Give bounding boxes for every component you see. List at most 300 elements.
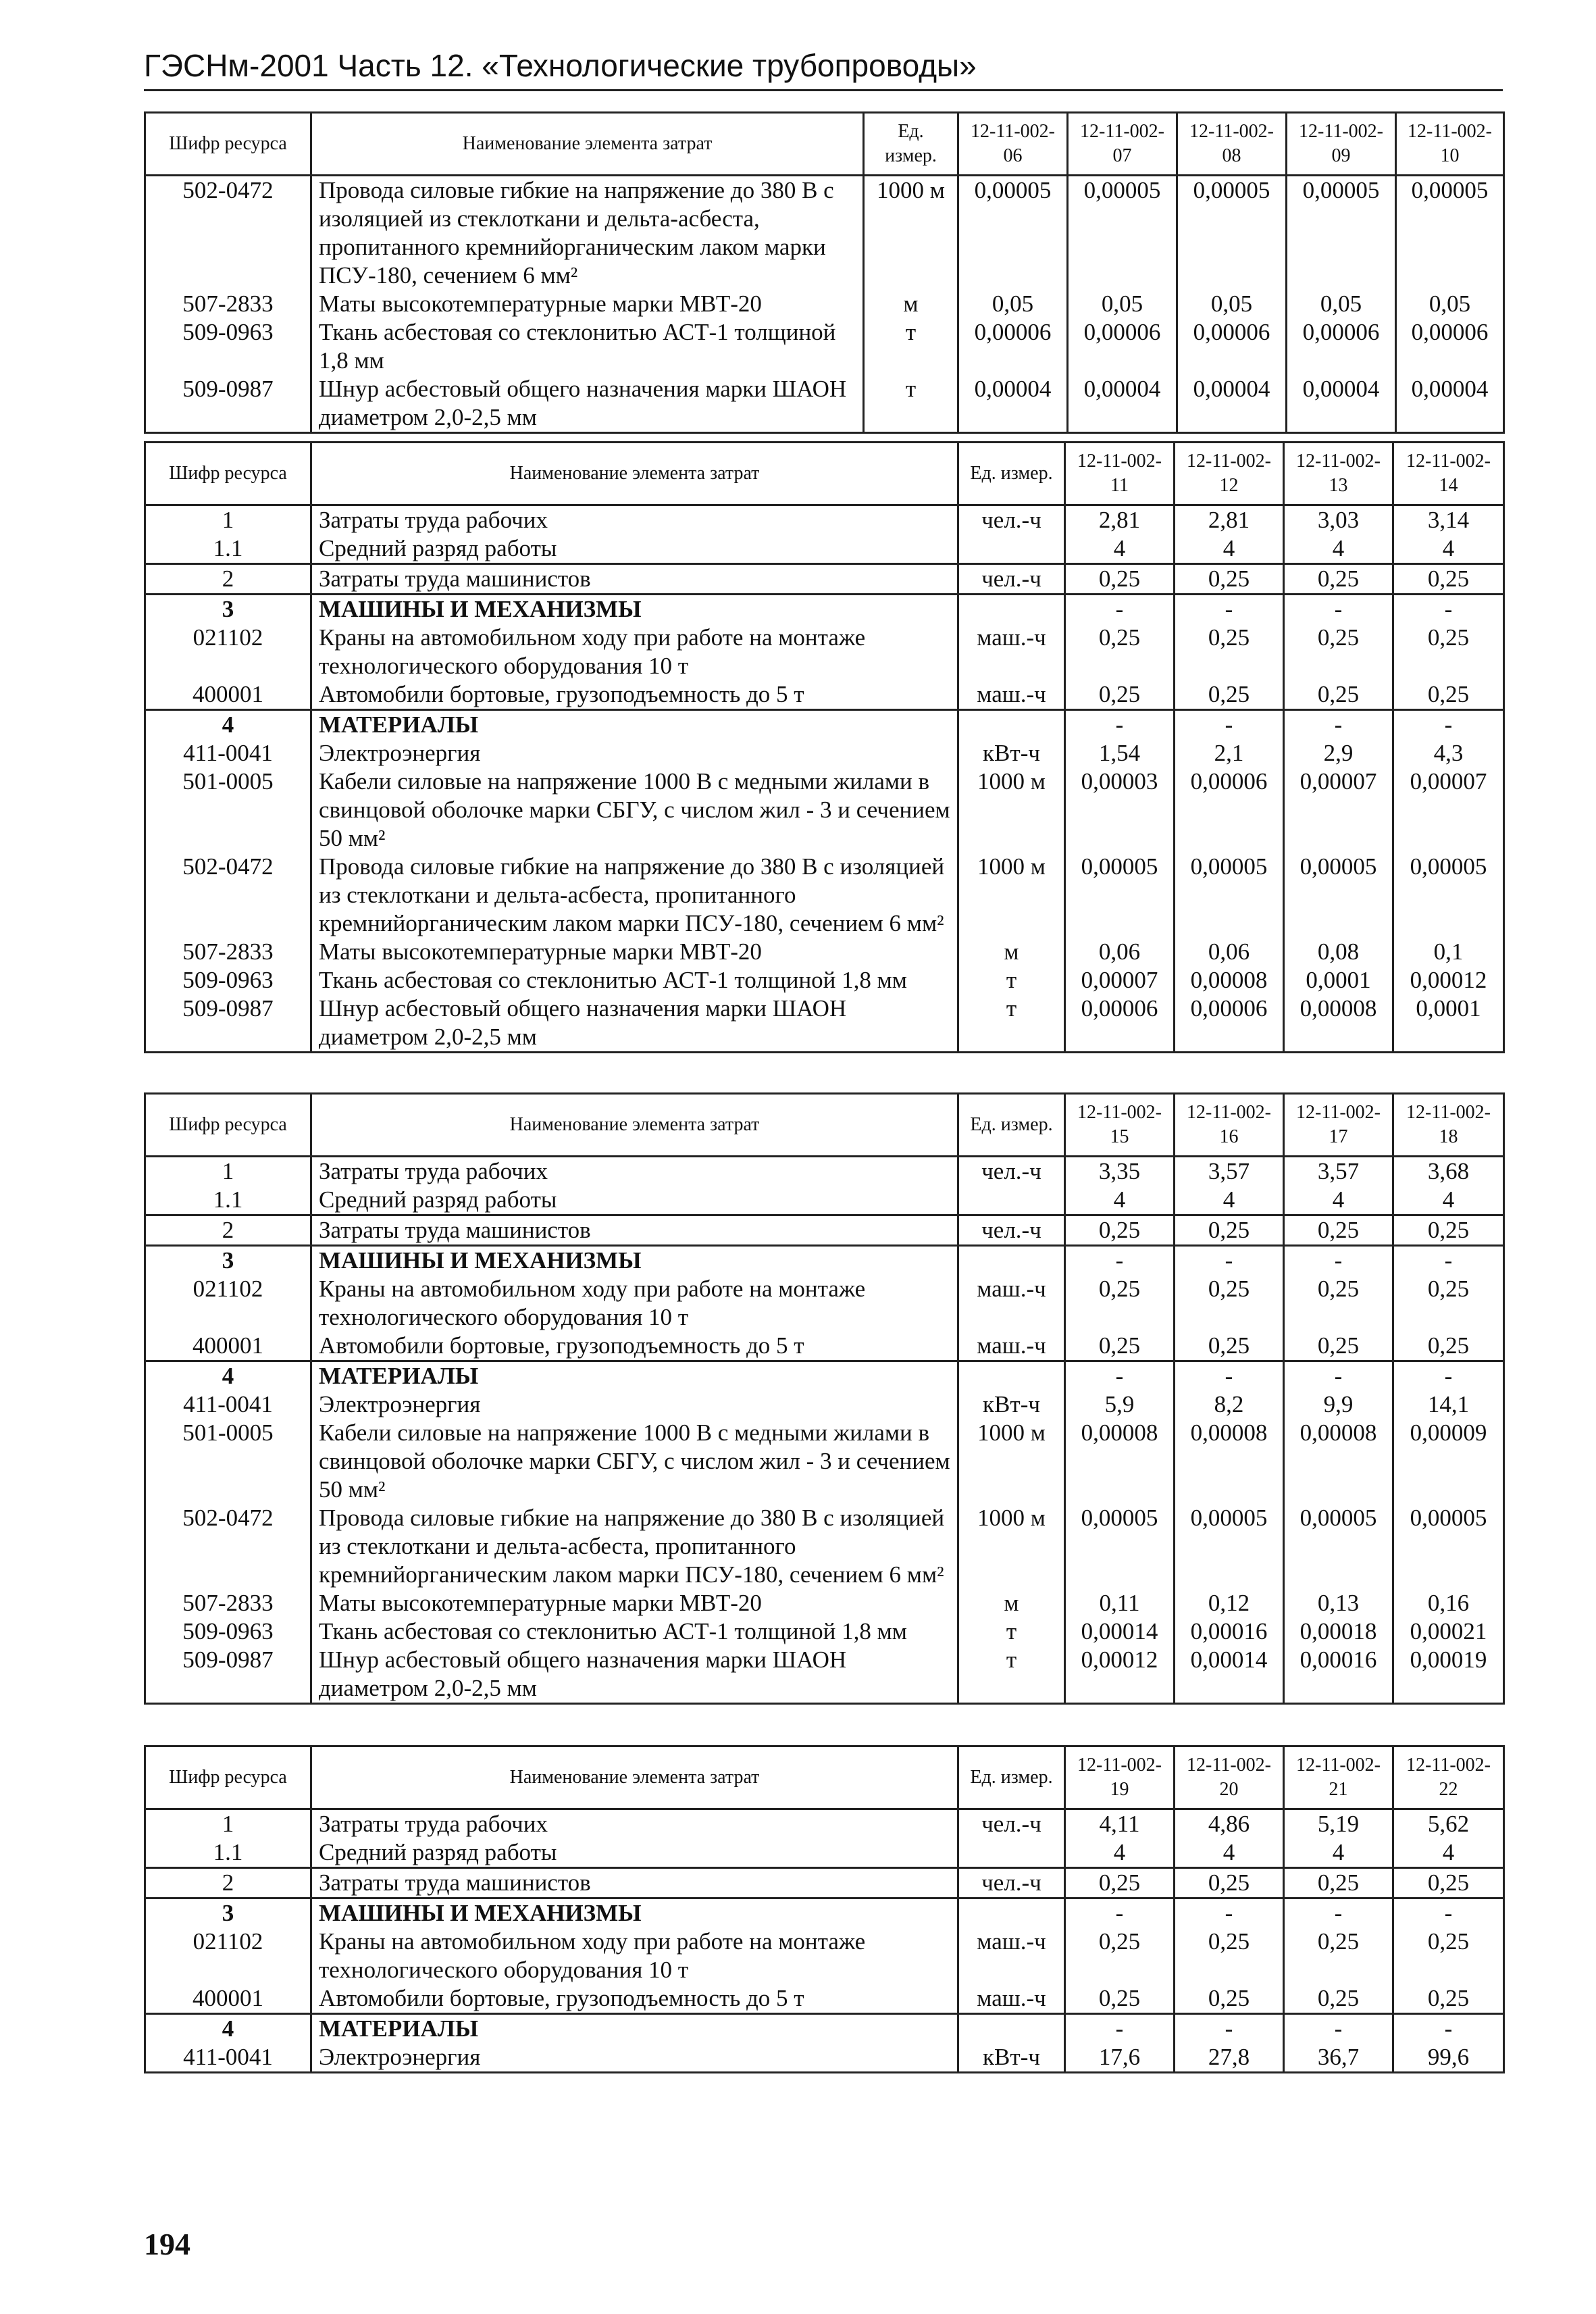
unit-cell: т <box>864 318 958 375</box>
value-cell: 0,00014 <box>1065 1617 1175 1646</box>
header-code: Шифр ресурса <box>145 443 311 505</box>
table-row <box>145 1215 1504 1246</box>
resource-name-cell: Ткань асбестовая со стеклонитью АСТ-1 толщиной 1,8 мм <box>311 966 958 995</box>
value-cell: 5,9 <box>1065 1390 1175 1419</box>
resource-code-cell: 2 <box>145 1868 311 1898</box>
table-row <box>145 1868 1504 1898</box>
resource-name-cell: Средний разряд работы <box>311 534 958 564</box>
header-name: Наименование элемента затрат <box>311 1746 958 1809</box>
table-row <box>145 1589 1504 1617</box>
value-cell: 0,25 <box>1393 624 1504 680</box>
resource-name-cell: Средний разряд работы <box>311 1838 958 1868</box>
table-row <box>145 2043 1504 2073</box>
value-cell: 0,25 <box>1065 1868 1175 1898</box>
value-cell: 8,2 <box>1175 1390 1284 1419</box>
header-col: 12-11-002-18 <box>1393 1094 1504 1157</box>
value-cell: 3,68 <box>1393 1157 1504 1186</box>
header-col: 12-11-002-19 <box>1065 1746 1175 1809</box>
unit-cell: т <box>958 1646 1065 1704</box>
table-row <box>145 318 1504 375</box>
resource-code-cell: 021102 <box>145 624 311 680</box>
unit-cell <box>958 1246 1065 1276</box>
value-cell: 0,00014 <box>1175 1646 1284 1704</box>
resource-name-cell: Краны на автомобильном ходу при работе на монтаже технологического оборудования 10 т <box>311 624 958 680</box>
resource-code-cell: 502-0472 <box>145 1504 311 1589</box>
unit-cell: т <box>958 995 1065 1053</box>
value-cell: 0,00006 <box>1175 995 1284 1053</box>
value-cell: 0,25 <box>1284 1868 1393 1898</box>
value-cell: 0,25 <box>1065 1928 1175 1984</box>
value-cell: 0,00016 <box>1284 1646 1393 1704</box>
resource-name-cell: Маты высокотемпературные марки МВТ-20 <box>311 938 958 966</box>
header-col: 12-11-002-06 <box>958 113 1068 176</box>
header-name: Наименование элемента затрат <box>311 443 958 505</box>
value-cell: 0,00005 <box>1287 176 1396 291</box>
unit-cell: маш.-ч <box>958 1275 1065 1332</box>
header-col: 12-11-002-17 <box>1284 1094 1393 1157</box>
table-row <box>145 1390 1504 1419</box>
resource-code-cell: 1 <box>145 1809 311 1839</box>
table-row <box>145 505 1504 535</box>
value-cell: 0,25 <box>1393 1984 1504 2014</box>
table-row <box>145 938 1504 966</box>
resource-code-cell: 400001 <box>145 680 311 710</box>
unit-cell: кВт-ч <box>958 739 1065 768</box>
header-col: 12-11-002-09 <box>1287 113 1396 176</box>
unit-cell: чел.-ч <box>958 1868 1065 1898</box>
value-cell: 0,06 <box>1175 938 1284 966</box>
value-cell: 0,00006 <box>1177 318 1287 375</box>
resource-code-cell: 509-0963 <box>145 1617 311 1646</box>
resource-code-cell: 509-0987 <box>145 1646 311 1704</box>
value-cell: 0,25 <box>1065 1215 1175 1246</box>
unit-cell: 1000 м <box>864 176 958 291</box>
value-cell: 0,00004 <box>1287 375 1396 433</box>
unit-cell: м <box>958 938 1065 966</box>
header-code: Шифр ресурса <box>145 113 311 176</box>
value-cell: 0,25 <box>1284 624 1393 680</box>
value-cell: 0,05 <box>958 290 1068 318</box>
value-cell: - <box>1393 595 1504 624</box>
unit-cell: чел.-ч <box>958 1215 1065 1246</box>
table-row <box>145 1838 1504 1868</box>
resource-name-cell: Провода силовые гибкие на напряжение до 380 В с изоляцией из стеклоткани и дельта-асбеста, пропитанного кремнийорганическим лаком марки ПСУ-180, сечением 6 мм² <box>311 1504 958 1589</box>
value-cell: 3,57 <box>1284 1157 1393 1186</box>
value-cell: 0,25 <box>1065 1332 1175 1361</box>
resource-table-4 <box>144 1745 1505 2073</box>
header-code: Шифр ресурса <box>145 1094 311 1157</box>
value-cell: - <box>1284 1898 1393 1928</box>
resource-name-cell: Шнур асбестовый общего назначения марки ШАОН диаметром 2,0-2,5 мм <box>311 1646 958 1704</box>
value-cell: - <box>1175 595 1284 624</box>
value-cell: 0,05 <box>1068 290 1177 318</box>
table-row <box>145 1984 1504 2014</box>
value-cell: 0,00004 <box>958 375 1068 433</box>
value-cell: 0,25 <box>1393 1215 1504 1246</box>
value-cell: 0,25 <box>1284 680 1393 710</box>
value-cell: 0,25 <box>1175 1275 1284 1332</box>
resource-table-1 <box>144 111 1505 434</box>
resource-code-cell: 1.1 <box>145 534 311 564</box>
table-row <box>145 1809 1504 1839</box>
table-header-row <box>145 1094 1504 1157</box>
resource-code-cell: 1 <box>145 505 311 535</box>
resource-name-cell: Автомобили бортовые, грузоподъемность до 5 т <box>311 680 958 710</box>
value-cell: 0,25 <box>1284 1215 1393 1246</box>
table-row <box>145 1186 1504 1215</box>
value-cell: 4 <box>1175 534 1284 564</box>
value-cell: 0,05 <box>1177 290 1287 318</box>
value-cell: 4 <box>1393 1838 1504 1868</box>
header-col: 12-11-002-10 <box>1396 113 1504 176</box>
resource-code-cell: 1 <box>145 1157 311 1186</box>
value-cell: 0,08 <box>1284 938 1393 966</box>
unit-cell <box>958 2014 1065 2044</box>
value-cell: - <box>1065 1361 1175 1391</box>
value-cell: 4,11 <box>1065 1809 1175 1839</box>
value-cell: 0,25 <box>1284 1332 1393 1361</box>
table-row <box>145 853 1504 938</box>
resource-name-cell: МАШИНЫ И МЕХАНИЗМЫ <box>311 1246 958 1276</box>
value-cell: 0,00005 <box>1177 176 1287 291</box>
table-header-row <box>145 113 1504 176</box>
table-row <box>145 564 1504 595</box>
value-cell: 0,25 <box>1065 564 1175 595</box>
unit-cell: м <box>958 1589 1065 1617</box>
table-row <box>145 995 1504 1053</box>
value-cell: - <box>1284 2014 1393 2044</box>
value-cell: 4 <box>1284 534 1393 564</box>
value-cell: 99,6 <box>1393 2043 1504 2073</box>
header-col: 12-11-002-15 <box>1065 1094 1175 1157</box>
unit-cell: 1000 м <box>958 1419 1065 1504</box>
value-cell: - <box>1393 1246 1504 1276</box>
resource-code-cell: 4 <box>145 1361 311 1391</box>
value-cell: 4 <box>1175 1186 1284 1215</box>
value-cell: 5,19 <box>1284 1809 1393 1839</box>
unit-cell: 1000 м <box>958 768 1065 853</box>
unit-cell <box>958 1838 1065 1868</box>
resource-name-cell: Затраты труда рабочих <box>311 1157 958 1186</box>
resource-code-cell: 411-0041 <box>145 1390 311 1419</box>
header-col: 12-11-002-07 <box>1068 113 1177 176</box>
value-cell: 14,1 <box>1393 1390 1504 1419</box>
value-cell: 0,25 <box>1393 564 1504 595</box>
value-cell: 0,25 <box>1284 564 1393 595</box>
header-col: 12-11-002-08 <box>1177 113 1287 176</box>
value-cell: 0,0001 <box>1393 995 1504 1053</box>
value-cell: 0,00005 <box>1396 176 1504 291</box>
value-cell: 17,6 <box>1065 2043 1175 2073</box>
header-col: 12-11-002-22 <box>1393 1746 1504 1809</box>
value-cell: 0,00012 <box>1393 966 1504 995</box>
value-cell: 0,00006 <box>1065 995 1175 1053</box>
resource-code-cell: 509-0963 <box>145 966 311 995</box>
resource-code-cell: 2 <box>145 564 311 595</box>
value-cell: - <box>1175 1246 1284 1276</box>
value-cell: 4 <box>1393 1186 1504 1215</box>
resource-code-cell: 507-2833 <box>145 938 311 966</box>
value-cell: 1,54 <box>1065 739 1175 768</box>
value-cell: 0,00005 <box>1065 1504 1175 1589</box>
value-cell: 0,25 <box>1175 624 1284 680</box>
value-cell: 0,00007 <box>1284 768 1393 853</box>
value-cell: 0,25 <box>1284 1928 1393 1984</box>
resource-code-cell: 501-0005 <box>145 1419 311 1504</box>
header-col: 12-11-002-21 <box>1284 1746 1393 1809</box>
resource-code-cell: 507-2833 <box>145 1589 311 1617</box>
resource-name-cell: Затраты труда машинистов <box>311 564 958 595</box>
table-header-row <box>145 1746 1504 1809</box>
unit-cell: 1000 м <box>958 853 1065 938</box>
value-cell: 0,25 <box>1393 1868 1504 1898</box>
unit-cell: маш.-ч <box>958 1332 1065 1361</box>
header-col: 12-11-002-11 <box>1065 443 1175 505</box>
value-cell: 0,00006 <box>958 318 1068 375</box>
value-cell: 0,25 <box>1175 1215 1284 1246</box>
table-row <box>145 1157 1504 1186</box>
resource-name-cell: Краны на автомобильном ходу при работе на монтаже технологического оборудования 10 т <box>311 1275 958 1332</box>
resource-code-cell: 3 <box>145 1898 311 1928</box>
value-cell: 0,00005 <box>1065 853 1175 938</box>
table-row <box>145 1617 1504 1646</box>
group-row <box>145 1361 1504 1391</box>
header-col: 12-11-002-12 <box>1175 443 1284 505</box>
page-header: ГЭСНм-2001 Часть 12. «Технологические трубопроводы» <box>144 42 1503 91</box>
resource-table-3 <box>144 1092 1505 1705</box>
resource-name-cell: Шнур асбестовый общего назначения марки ШАОН диаметром 2,0-2,5 мм <box>311 995 958 1053</box>
resource-code-cell: 502-0472 <box>145 176 311 291</box>
value-cell: 0,0001 <box>1284 966 1393 995</box>
resource-name-cell: Затраты труда рабочих <box>311 1809 958 1839</box>
value-cell: 0,00005 <box>1175 1504 1284 1589</box>
unit-cell: маш.-ч <box>958 1928 1065 1984</box>
value-cell: 3,57 <box>1175 1157 1284 1186</box>
group-row <box>145 710 1504 740</box>
value-cell: - <box>1284 710 1393 740</box>
value-cell: - <box>1393 1361 1504 1391</box>
unit-cell: маш.-ч <box>958 680 1065 710</box>
unit-cell: чел.-ч <box>958 505 1065 535</box>
table-row <box>145 624 1504 680</box>
value-cell: 0,25 <box>1393 1332 1504 1361</box>
header-code: Шифр ресурса <box>145 1746 311 1809</box>
value-cell: 4 <box>1393 534 1504 564</box>
value-cell: 3,14 <box>1393 505 1504 535</box>
value-cell: 4 <box>1284 1838 1393 1868</box>
value-cell: - <box>1175 2014 1284 2044</box>
resource-code-cell: 509-0987 <box>145 375 311 433</box>
header-name: Наименование элемента затрат <box>311 113 864 176</box>
resource-code-cell: 502-0472 <box>145 853 311 938</box>
value-cell: 0,00005 <box>1284 1504 1393 1589</box>
value-cell: 36,7 <box>1284 2043 1393 2073</box>
resource-name-cell: МАТЕРИАЛЫ <box>311 1361 958 1391</box>
value-cell: 0,25 <box>1393 1275 1504 1332</box>
resource-code-cell: 2 <box>145 1215 311 1246</box>
value-cell: 4 <box>1065 1186 1175 1215</box>
table-row <box>145 739 1504 768</box>
page-number: 194 <box>144 2227 190 2261</box>
value-cell: 0,00006 <box>1068 318 1177 375</box>
value-cell: - <box>1065 1898 1175 1928</box>
value-cell: - <box>1393 710 1504 740</box>
value-cell: - <box>1393 1898 1504 1928</box>
group-row <box>145 1898 1504 1928</box>
unit-cell: маш.-ч <box>958 1984 1065 2014</box>
unit-cell <box>958 534 1065 564</box>
value-cell: 0,00006 <box>1175 768 1284 853</box>
header-col: 12-11-002-14 <box>1393 443 1504 505</box>
value-cell: - <box>1065 2014 1175 2044</box>
resource-name-cell: МАТЕРИАЛЫ <box>311 2014 958 2044</box>
table-row <box>145 680 1504 710</box>
resource-name-cell: Электроэнергия <box>311 739 958 768</box>
resource-name-cell: Автомобили бортовые, грузоподъемность до 5 т <box>311 1984 958 2014</box>
value-cell: - <box>1393 2014 1504 2044</box>
resource-code-cell: 400001 <box>145 1332 311 1361</box>
unit-cell: т <box>864 375 958 433</box>
resource-name-cell: Затраты труда рабочих <box>311 505 958 535</box>
unit-cell <box>958 1361 1065 1391</box>
value-cell: - <box>1175 1898 1284 1928</box>
resource-code-cell: 4 <box>145 710 311 740</box>
header-col: 12-11-002-20 <box>1175 1746 1284 1809</box>
value-cell: - <box>1175 710 1284 740</box>
value-cell: 0,00005 <box>1175 853 1284 938</box>
value-cell: - <box>1175 1361 1284 1391</box>
unit-cell: кВт-ч <box>958 1390 1065 1419</box>
value-cell: 0,00008 <box>1065 1419 1175 1504</box>
value-cell: 0,00012 <box>1065 1646 1175 1704</box>
unit-cell <box>958 595 1065 624</box>
value-cell: 3,35 <box>1065 1157 1175 1186</box>
resource-code-cell: 501-0005 <box>145 768 311 853</box>
unit-cell: 1000 м <box>958 1504 1065 1589</box>
table-header-row <box>145 443 1504 505</box>
value-cell: 3,03 <box>1284 505 1393 535</box>
value-cell: - <box>1284 1246 1393 1276</box>
resource-code-cell: 507-2833 <box>145 290 311 318</box>
value-cell: 4,86 <box>1175 1809 1284 1839</box>
resource-name-cell: Провода силовые гибкие на напряжение до 380 В с изоляцией из стеклоткани и дельта-асбеста, пропитанного кремнийорганическим лаком марки ПСУ-180, сечением 6 мм² <box>311 176 864 291</box>
resource-name-cell: Кабели силовые на напряжение 1000 В с медными жилами в свинцовой оболочке марки СБГУ, с числом жил - 3 и сечением 50 мм² <box>311 1419 958 1504</box>
value-cell: 0,05 <box>1287 290 1396 318</box>
value-cell: 27,8 <box>1175 2043 1284 2073</box>
value-cell: 0,25 <box>1175 1868 1284 1898</box>
header-unit: Ед. измер. <box>958 1094 1065 1157</box>
resource-name-cell: Средний разряд работы <box>311 1186 958 1215</box>
resource-name-cell: МАШИНЫ И МЕХАНИЗМЫ <box>311 1898 958 1928</box>
table-row <box>145 1332 1504 1361</box>
value-cell: 0,11 <box>1065 1589 1175 1617</box>
table-row <box>145 966 1504 995</box>
resource-code-cell: 411-0041 <box>145 2043 311 2073</box>
value-cell: 4 <box>1065 1838 1175 1868</box>
resource-code-cell: 1.1 <box>145 1186 311 1215</box>
group-row <box>145 2014 1504 2044</box>
value-cell: 0,00016 <box>1175 1617 1284 1646</box>
value-cell: 0,00005 <box>1284 853 1393 938</box>
value-cell: 0,00005 <box>1393 1504 1504 1589</box>
value-cell: 0,25 <box>1065 624 1175 680</box>
table-row <box>145 768 1504 853</box>
value-cell: 0,00008 <box>1175 1419 1284 1504</box>
value-cell: 0,05 <box>1396 290 1504 318</box>
value-cell: 5,62 <box>1393 1809 1504 1839</box>
resource-name-cell: Электроэнергия <box>311 2043 958 2073</box>
table-row <box>145 1504 1504 1589</box>
value-cell: 0,25 <box>1065 1984 1175 2014</box>
resource-name-cell: Затраты труда машинистов <box>311 1868 958 1898</box>
value-cell: 2,9 <box>1284 739 1393 768</box>
unit-cell: чел.-ч <box>958 564 1065 595</box>
resource-name-cell: Ткань асбестовая со стеклонитью АСТ-1 толщиной 1,8 мм <box>311 1617 958 1646</box>
resource-name-cell: Шнур асбестовый общего назначения марки ШАОН диаметром 2,0-2,5 мм <box>311 375 864 433</box>
unit-cell: т <box>958 966 1065 995</box>
resource-code-cell: 3 <box>145 1246 311 1276</box>
resource-name-cell: Кабели силовые на напряжение 1000 В с медными жилами в свинцовой оболочке марки СБГУ, с числом жил - 3 и сечением 50 мм² <box>311 768 958 853</box>
value-cell: 0,00018 <box>1284 1617 1393 1646</box>
header-unit: Ед. измер. <box>864 113 958 176</box>
table-row <box>145 1646 1504 1704</box>
value-cell: 2,81 <box>1065 505 1175 535</box>
value-cell: 2,81 <box>1175 505 1284 535</box>
resource-code-cell: 509-0987 <box>145 995 311 1053</box>
resource-table-2 <box>144 441 1505 1053</box>
header-col: 12-11-002-16 <box>1175 1094 1284 1157</box>
unit-cell: кВт-ч <box>958 2043 1065 2073</box>
value-cell: 0,25 <box>1065 1275 1175 1332</box>
value-cell: 0,25 <box>1175 564 1284 595</box>
unit-cell: м <box>864 290 958 318</box>
value-cell: 0,13 <box>1284 1589 1393 1617</box>
value-cell: 0,00008 <box>1175 966 1284 995</box>
value-cell: 0,00008 <box>1284 995 1393 1053</box>
value-cell: 0,00005 <box>1393 853 1504 938</box>
value-cell: 0,00009 <box>1393 1419 1504 1504</box>
value-cell: 0,00006 <box>1396 318 1504 375</box>
resource-name-cell: Маты высокотемпературные марки МВТ-20 <box>311 1589 958 1617</box>
value-cell: 0,00005 <box>958 176 1068 291</box>
value-cell: 0,00005 <box>1068 176 1177 291</box>
value-cell: 0,00021 <box>1393 1617 1504 1646</box>
resource-name-cell: Провода силовые гибкие на напряжение до 380 В с изоляцией из стеклоткани и дельта-асбеста, пропитанного кремнийорганическим лаком марки ПСУ-180, сечением 6 мм² <box>311 853 958 938</box>
value-cell: 0,00006 <box>1287 318 1396 375</box>
header-col: 12-11-002-13 <box>1284 443 1393 505</box>
unit-cell: т <box>958 1617 1065 1646</box>
unit-cell: маш.-ч <box>958 624 1065 680</box>
value-cell: - <box>1284 1361 1393 1391</box>
value-cell: 0,12 <box>1175 1589 1284 1617</box>
value-cell: 0,1 <box>1393 938 1504 966</box>
value-cell: 0,25 <box>1284 1984 1393 2014</box>
value-cell: 0,00003 <box>1065 768 1175 853</box>
unit-cell <box>958 1898 1065 1928</box>
table-row <box>145 176 1504 291</box>
resource-name-cell: Затраты труда машинистов <box>311 1215 958 1246</box>
unit-cell <box>958 710 1065 740</box>
header-name: Наименование элемента затрат <box>311 1094 958 1157</box>
value-cell: 4,3 <box>1393 739 1504 768</box>
resource-name-cell: Электроэнергия <box>311 1390 958 1419</box>
value-cell: 2,1 <box>1175 739 1284 768</box>
table-row <box>145 375 1504 433</box>
value-cell: 0,00004 <box>1396 375 1504 433</box>
value-cell: - <box>1065 595 1175 624</box>
header-unit: Ед. измер. <box>958 1746 1065 1809</box>
value-cell: 0,25 <box>1175 1332 1284 1361</box>
